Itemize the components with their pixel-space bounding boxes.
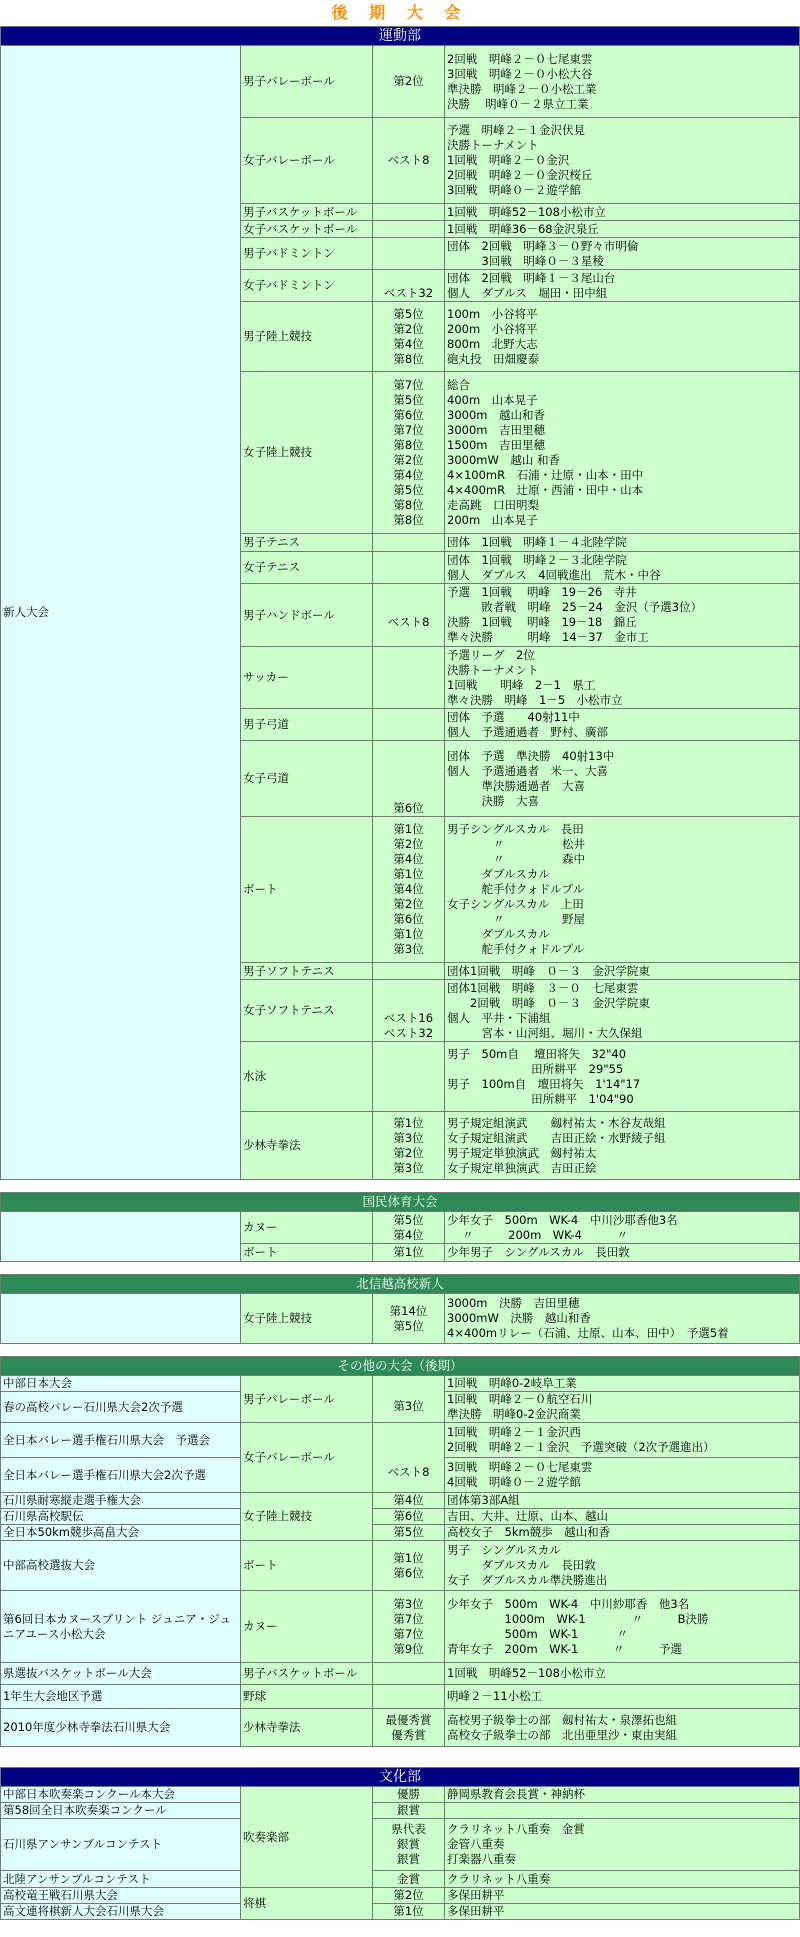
rank-cell: 第5位 第4位 [373,1212,445,1244]
rank-cell: 第14位 第5位 [373,1294,445,1344]
result-cell: 団体 2回戦 明峰３－０野々市明倫 3回戦 明峰０－３星稜 [445,238,800,270]
club-cell: ボート [241,817,373,963]
meet-cell: 第58回全日本吹奏楽コンクール [1,1803,241,1819]
club-cell: 男子バレーボール [241,46,373,118]
result-cell: 団体1回戦 明峰 ０－３ 金沢学院東 [445,963,800,980]
result-cell: 高校男子級拳士の部 劔村祐太・泉澤拓也組 高校女子級拳士の部 北出亜里沙・東由実組 [445,1709,800,1747]
rank-cell [373,1663,445,1685]
table-row [1,1509,800,1525]
rank-cell [373,647,445,709]
meet-cell: 全日本50km競歩高畠大会 [1,1525,241,1541]
rank-cell: ベスト32 [373,270,445,302]
table-row [1,1591,800,1663]
result-cell: 男子 シングルスカル ダブルスカル 長田敦 女子 ダブルスカル準決勝進出 [445,1541,800,1591]
sports-table [0,26,800,1180]
meet-cell: 新人大会 [1,46,241,1180]
result-cell: 団体 1回戦 明峰１－４北陸学院 [445,534,800,552]
result-cell: 総合 400m 山本晃子 3000m 越山和香 3000m 吉田里穂 1500m 吉田里穂 3000mW 越山 和香 4×100mR 石浦・辻原・山本・田中 4×400mR 辻原・西浦・田中・山本 走高跳 口田明梨 200m 山本晃子 [445,372,800,534]
table-row [1,1541,800,1591]
rank-cell: 第1位 第6位 [373,1541,445,1591]
rank-cell: 第4位 [373,1493,445,1509]
meet-cell: 中部高校選抜大会 [1,1541,241,1591]
result-cell: 2回戦 明峰２－０七尾東雲 3回戦 明峰２－０小松大谷 準決勝 明峰２－０小松工業 決勝 明峰０－２県立工業 [445,46,800,118]
meet-cell: 県選抜バスケットボール大会 [1,1663,241,1685]
hokushinetsu-table [0,1274,800,1344]
rank-cell [373,709,445,741]
club-cell: 男子バドミントン [241,238,373,270]
result-cell: 3000m 決勝 吉田里穂 3000mW 決勝 越山和香 4×400mリレー（石浦、辻原、山本、田中） 予選5着 [445,1294,800,1344]
table-row [1,1888,800,1904]
result-cell: 1回戦 明峰52－108小松市立 [445,1663,800,1685]
result-cell: 3回戦 明峰２－０七尾東雲 4回戦 明峰０－２遊学館 [445,1458,800,1493]
rank-cell: 第1位 第3位 第2位 第3位 [373,1112,445,1180]
rank-cell [373,204,445,221]
rank-cell: 銀賞 [373,1803,445,1819]
rank-cell: 第3位 [373,1376,445,1423]
result-cell: 団体第3部A組 [445,1493,800,1509]
table-row [1,1423,800,1458]
table-row [1,1376,800,1392]
kokutai-table [0,1192,800,1262]
rank-cell: 金賞 [373,1871,445,1888]
result-cell: 1回戦 明峰２－１金沢西 2回戦 明峰２－１金沢 予選突破（2次予選進出） [445,1423,800,1458]
rank-cell [373,963,445,980]
sports-header: 運動部 [1,27,800,46]
club-cell: 女子陸上競技 [241,1294,373,1344]
result-cell: クラリネット八重奏 [445,1871,800,1888]
result-cell: 団体1回戦 明峰 ３－０ 七尾東雲 2回戦 明峰 ０－３ 金沢学院東 個人 平井・下浦組 宮本・山河組、堀川・大久保組 [445,980,800,1042]
kokutai-header: 国民体育大会 [1,1193,800,1212]
result-cell: 団体 予選 40射11中 個人 予選通過者 野村、廣部 [445,709,800,741]
rank-cell: 最優秀賞 優秀賞 [373,1709,445,1747]
club-cell: 男子バスケットボール [241,204,373,221]
club-cell: 女子弓道 [241,741,373,817]
table-row [1,1709,800,1747]
club-cell: 将棋 [241,1888,373,1920]
table-row [1,1294,800,1344]
rank-cell [373,1685,445,1709]
meet-cell: 高校竜王戦石川県大会 [1,1888,241,1904]
result-cell: 団体 2回戦 明峰１－３尾山台 個人 ダブルス 堀田・田中組 [445,270,800,302]
result-cell: クラリネット八重奏 金賞 金管八重奏 打楽器八重奏 [445,1819,800,1871]
result-cell: 100m 小谷将平 200m 小谷将平 800m 北野大志 砲丸投 田畑慶泰 [445,302,800,372]
result-cell: 多保田耕平 [445,1888,800,1904]
meet-cell [1,1294,241,1344]
rank-cell: ベスト16 ベスト32 [373,980,445,1042]
club-cell: 女子テニス [241,552,373,584]
club-cell: カヌー [241,1591,373,1663]
rank-cell: 第1位 第2位 第4位 第1位 第4位 第2位 第6位 第1位 第3位 [373,817,445,963]
meet-cell: 第6回日本カヌースプリント ジュニア・ジュニアユース小松大会 [1,1591,241,1663]
meet-cell: 石川県アンサンブルコンテスト [1,1819,241,1871]
result-cell: 明峰２－11小松工 [445,1685,800,1709]
result-cell: 高校女子 5km競歩 越山和香 [445,1525,800,1541]
meet-cell: 2010年度少林寺拳法石川県大会 [1,1709,241,1747]
club-cell: 男子バレーボール [241,1376,373,1423]
meet-cell: 1年生大会地区予選 [1,1685,241,1709]
culture-table [0,1767,800,1920]
rank-cell: 第2位 [373,1888,445,1904]
result-cell: 予選 1回戦 明峰 19－26 寺井 敗者戦 明峰 25－24 金沢（予選3位） 決勝 1回戦 明峰 19－18 錦丘 準々決勝 明峰 14－37 金市工 [445,584,800,647]
rank-cell: 県代表 銀賞 銀賞 [373,1819,445,1871]
rank-cell: 第7位 第5位 第6位 第7位 第8位 第2位 第4位 第5位 第8位 第8位 [373,372,445,534]
club-cell: 女子バレーボール [241,118,373,204]
rank-cell [373,552,445,584]
result-cell: 少年男子 シングルスカル 長田敦 [445,1244,800,1262]
result-cell: 1回戦 明峰36－68金沢泉丘 [445,221,800,238]
result-cell: 少年女子 500m WK-4 中川沙耶香他3名 〃 200m WK-4 〃 [445,1212,800,1244]
meet-cell: 北陸アンサンブルコンテスト [1,1871,241,1888]
rank-cell: 第6位 [373,1509,445,1525]
rank-cell: 第6位 [373,741,445,817]
meet-cell: 石川県耐寒縦走選手権大会 [1,1493,241,1509]
result-cell: 男子シングルスカル 長田 〃 松井 〃 森中 ダブルスカル 舵手付クォドルプル 女子シングルスカル 上田 〃 野屋 ダブルスカル 舵手付クォドルプル [445,817,800,963]
rank-cell: 第1位 [373,1904,445,1920]
meet-cell: 中部日本吹奏楽コンクール本大会 [1,1787,241,1803]
others-header: その他の大会（後期） [1,1357,800,1376]
meet-cell: 全日本バレー選手権石川県大会2次予選 [1,1458,241,1493]
rank-cell [373,1042,445,1112]
rank-cell [373,534,445,552]
club-cell: 女子バドミントン [241,270,373,302]
club-cell: サッカー [241,647,373,709]
rank-cell: ベスト8 [373,118,445,204]
club-cell: 女子ソフトテニス [241,980,373,1042]
club-cell: カヌー [241,1212,373,1244]
result-cell: 多保田耕平 [445,1904,800,1920]
table-row [1,1904,800,1920]
culture-header: 文化部 [1,1768,800,1787]
club-cell: 男子テニス [241,534,373,552]
table-row [1,46,800,118]
rank-cell [373,221,445,238]
result-cell: 吉田、大井、辻原、山本、越山 [445,1509,800,1525]
result-cell [445,1803,800,1819]
rank-cell: 第3位 第7位 第7位 第9位 [373,1591,445,1663]
table-row [1,1212,800,1244]
table-row [1,1685,800,1709]
meet-cell [1,1212,241,1262]
club-cell: 女子陸上競技 [241,1493,373,1541]
meet-cell: 石川県高校駅伝 [1,1509,241,1525]
result-cell: 予選 明峰２－１金沢伏見 決勝トーナメント 1回戦 明峰２－０金沢 2回戦 明峰２－０金沢桜丘 3回戦 明峰０－２遊学館 [445,118,800,204]
rank-cell: 第5位 第2位 第4位 第8位 [373,302,445,372]
table-row [1,1663,800,1685]
club-cell: 吹奏楽部 [241,1787,373,1888]
result-cell: 団体 予選 準決勝 40射13中 個人 予選通過者 米一、大喜 準決勝通過者 大喜 決勝 大喜 [445,741,800,817]
table-row [1,1871,800,1888]
club-cell: 水泳 [241,1042,373,1112]
club-cell: 男子ソフトテニス [241,963,373,980]
club-cell: 男子バスケットボール [241,1663,373,1685]
rank-cell: 第1位 [373,1244,445,1262]
table-row [1,1803,800,1819]
result-cell: 少年女子 500m WK-4 中川紗耶香 他3名 1000m WK-1 〃 B決勝 500m WK-1 〃 青年女子 200m WK-1 〃 予選 [445,1591,800,1663]
rank-cell: ベスト8 [373,1423,445,1493]
club-cell: 女子バレーボール [241,1423,373,1493]
result-cell: 男子 50m自 壇田将矢 32"40 田所耕平 29"55 男子 100m自 壇田将矢 1'14"17 田所耕平 1'04"90 [445,1042,800,1112]
rank-cell: ベスト8 [373,584,445,647]
page-title: 後 期 大 会 [331,3,469,22]
table-row [1,1819,800,1871]
table-row [1,1787,800,1803]
club-cell: 男子陸上競技 [241,302,373,372]
club-cell: 男子ハンドボール [241,584,373,647]
club-cell: 女子バスケットボール [241,221,373,238]
rank-cell [373,238,445,270]
club-cell: ボート [241,1541,373,1591]
meet-cell: 高文連将棋新人大会石川県大会 [1,1904,241,1920]
result-cell: 男子規定組演武 劔村祐太・木谷友哉組 女子規定組演武 吉田正絵・水野綾子組 男子規定単独演武 劔村祐太 女子規定単独演武 吉田正絵 [445,1112,800,1180]
result-cell: 団体 1回戦 明峰２－３北陸学院 個人 ダブルス 4回戦進出 荒木・中谷 [445,552,800,584]
meet-cell: 中部日本大会 [1,1376,241,1392]
result-cell: 1回戦 明峰0-2岐阜工業 [445,1376,800,1392]
result-cell: 静岡県教育会長賞・神納杯 [445,1787,800,1803]
club-cell: 野球 [241,1685,373,1709]
club-cell: 少林寺拳法 [241,1112,373,1180]
meet-cell: 全日本バレー選手権石川県大会 予選会 [1,1423,241,1458]
result-cell: 1回戦 明峰52－108小松市立 [445,204,800,221]
club-cell: 男子弓道 [241,709,373,741]
club-cell: 少林寺拳法 [241,1709,373,1747]
table-row [1,1525,800,1541]
club-cell: 女子陸上競技 [241,372,373,534]
hokushinetsu-header: 北信越高校新人 [1,1275,800,1294]
club-cell: ボート [241,1244,373,1262]
rank-cell: 第2位 [373,46,445,118]
rank-cell: 優勝 [373,1787,445,1803]
others-table [0,1356,800,1747]
result-cell: 1回戦 明峰２－０航空石川 準決勝 明峰0-2金沢商業 [445,1392,800,1423]
table-row [1,1493,800,1509]
rank-cell: 第5位 [373,1525,445,1541]
meet-cell: 春の高校バレー石川県大会2次予選 [1,1392,241,1423]
result-cell: 予選リーグ 2位 決勝トーナメント 1回戦 明峰 2－1 県工 準々決勝 明峰 1－5 小松市立 [445,647,800,709]
